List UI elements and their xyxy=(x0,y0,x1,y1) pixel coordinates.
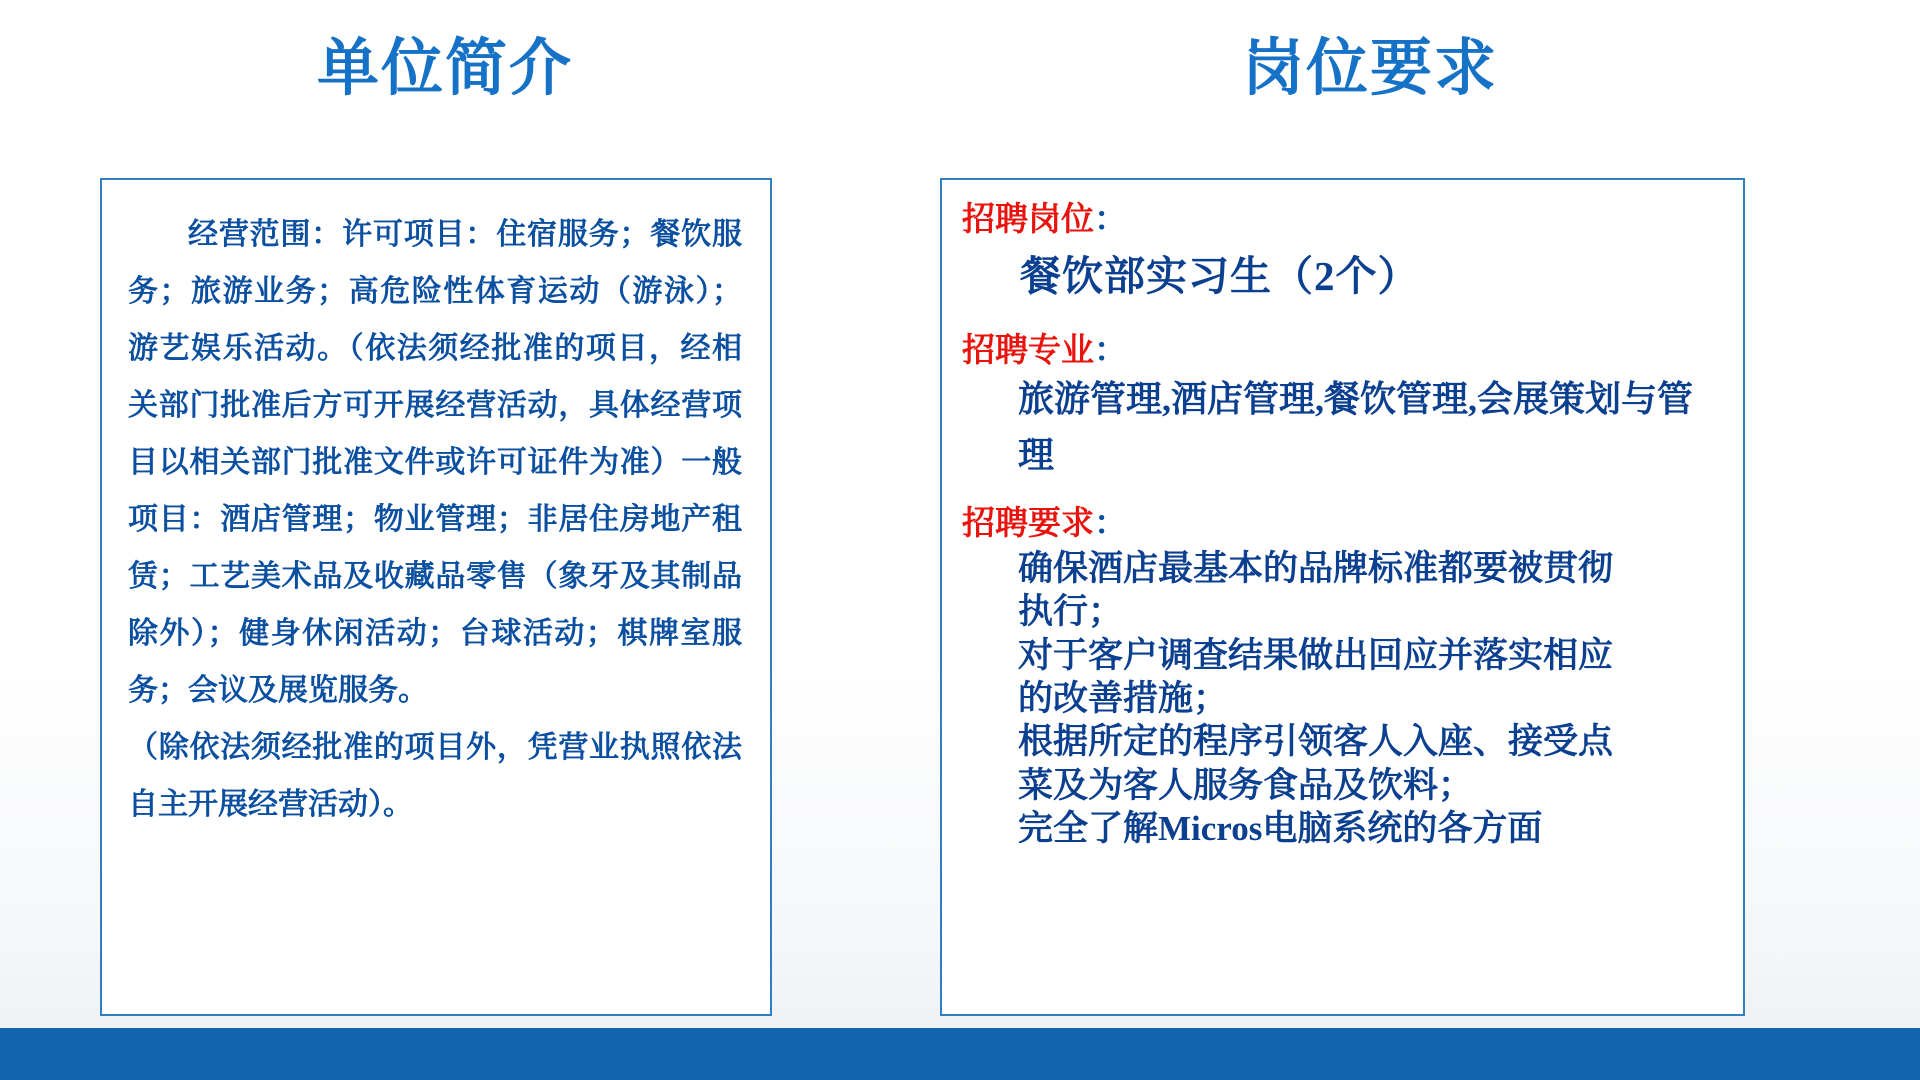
company-intro-paragraph-1: 经营范围：许可项目：住宿服务；餐饮服务；旅游业务；高危险性体育运动（游泳）；游艺娱乐活动。（依法须经批准的项目，经相关部门批准后方可开展经营活动，具体经营项目以相关部门批准文件或许可证件为准）一般项目：酒店管理；物业管理；非居住房地产租赁；工艺美术品及收藏品零售（象牙及其制品除外）；健身休闲活动；台球活动；棋牌室服务；会议及展览服务。 xyxy=(128,218,742,707)
label-recruit-position xyxy=(962,198,1721,239)
column-job-requirements xyxy=(900,0,1920,1030)
column-company-intro xyxy=(0,0,900,1030)
label-recruit-major-text: 招聘专业 xyxy=(962,330,1094,368)
demand-line: 的改善措施； xyxy=(1018,678,1229,718)
page-title-company-intro: 单位简介 xyxy=(316,34,573,103)
page-title-job-requirements: 岗位要求 xyxy=(1241,34,1498,103)
label-recruit-position-text: 招聘岗位 xyxy=(962,200,1094,237)
label-recruit-major xyxy=(962,329,1721,370)
demand-line: 完全了解Micros电脑系统的各方面 xyxy=(1018,809,1543,849)
demand-line: 对于客户调查结果做出回应并落实相应 xyxy=(1018,635,1614,675)
label-recruit-demands xyxy=(962,502,1721,543)
job-requirements-box xyxy=(940,178,1745,1016)
footer-bar xyxy=(0,1028,1920,1080)
demand-line: 确保酒店最基本的品牌标准都要被贯彻 xyxy=(1018,548,1614,588)
section-recruit-demands xyxy=(962,502,1721,851)
company-intro-box xyxy=(100,178,772,1016)
demand-line: 菜及为客人服务食品及饮料； xyxy=(1018,765,1474,805)
demand-line: 根据所定的程序引领客人入座、接受点 xyxy=(1018,722,1614,762)
label-recruit-demands-colon: ： xyxy=(1094,503,1127,541)
label-recruit-demands-text: 招聘要求 xyxy=(962,503,1094,541)
company-intro-text xyxy=(128,206,742,833)
label-recruit-position-colon: ： xyxy=(1094,200,1127,237)
company-intro-paragraph-2: （除依法须经批准的项目外，凭营业执照依法自主开展经营活动）。 xyxy=(128,731,742,821)
label-recruit-major-colon: ： xyxy=(1094,330,1127,368)
value-recruit-demands xyxy=(962,547,1721,851)
value-recruit-position: 餐饮部实习生（2个） xyxy=(1020,253,1420,300)
section-recruit-major xyxy=(962,329,1721,484)
section-recruit-position xyxy=(962,198,1721,307)
demand-line: 执行； xyxy=(1018,592,1124,632)
value-recruit-major: 旅游管理,酒店管理,餐饮管理,会展策划与管理 xyxy=(1018,378,1694,475)
